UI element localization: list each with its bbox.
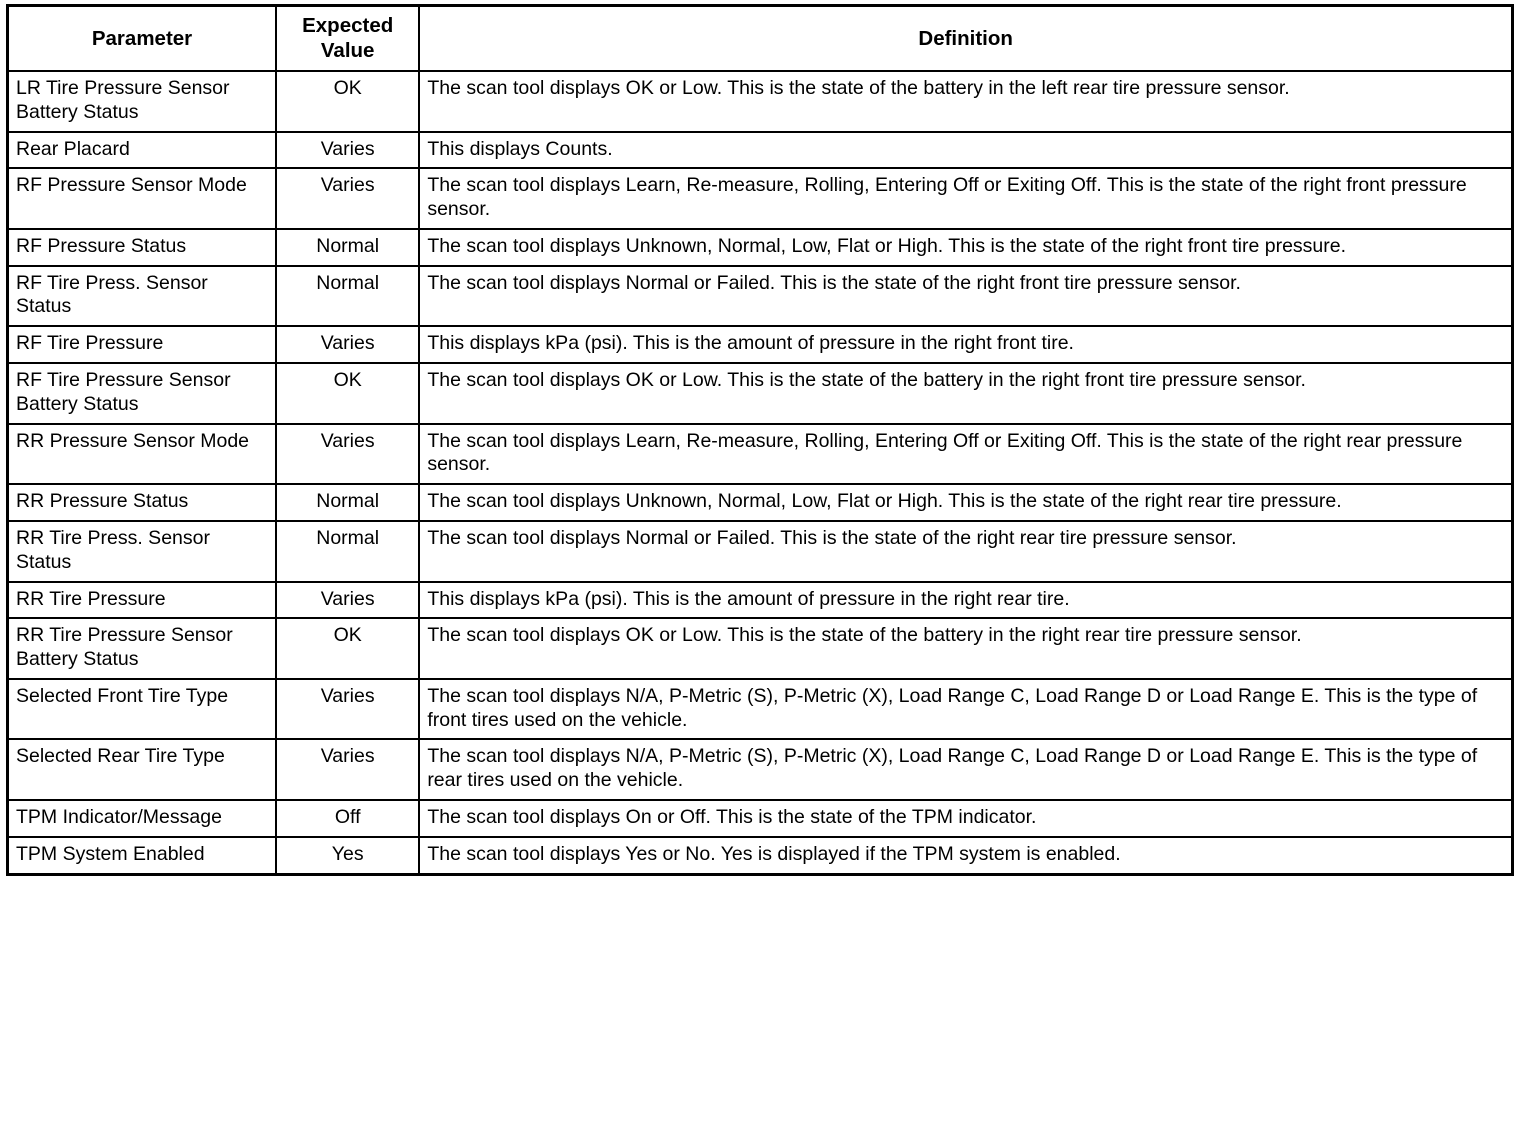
parameter-definition-table xyxy=(6,4,1514,876)
column-header-expected-value xyxy=(276,6,419,72)
cell-parameter: RR Tire Pressure Sensor Battery Status xyxy=(8,618,277,679)
table-row xyxy=(8,424,1513,485)
cell-definition: The scan tool displays OK or Low. This is the state of the battery in the left rear tire pressure sensor. xyxy=(419,71,1512,132)
cell-expected-value: Varies xyxy=(276,679,419,740)
cell-definition: The scan tool displays N/A, P-Metric (S), P-Metric (X), Load Range C, Load Range D or Load Range E. This is the type of rear tires used on the vehicle. xyxy=(419,739,1512,800)
table-row xyxy=(8,679,1513,740)
column-header-expected-value-line2: Value xyxy=(320,39,375,62)
cell-definition: The scan tool displays Unknown, Normal, Low, Flat or High. This is the state of the right rear tire pressure. xyxy=(419,484,1512,521)
cell-expected-value: Varies xyxy=(276,739,419,800)
cell-definition: This displays Counts. xyxy=(419,132,1512,169)
cell-parameter: TPM Indicator/Message xyxy=(8,800,277,837)
table-body xyxy=(8,71,1513,874)
table-row xyxy=(8,582,1513,619)
cell-expected-value: Varies xyxy=(276,132,419,169)
cell-expected-value: Normal xyxy=(276,521,419,582)
cell-expected-value: Normal xyxy=(276,484,419,521)
cell-expected-value: Yes xyxy=(276,837,419,874)
column-header-parameter: Parameter xyxy=(8,6,277,72)
table-row xyxy=(8,739,1513,800)
table-row xyxy=(8,71,1513,132)
table-row xyxy=(8,618,1513,679)
cell-parameter: RR Pressure Sensor Mode xyxy=(8,424,277,485)
cell-definition: The scan tool displays OK or Low. This is the state of the battery in the right rear tire pressure sensor. xyxy=(419,618,1512,679)
table-row xyxy=(8,266,1513,327)
cell-expected-value: Normal xyxy=(276,229,419,266)
cell-expected-value: Varies xyxy=(276,582,419,619)
table-row xyxy=(8,229,1513,266)
cell-parameter: Selected Rear Tire Type xyxy=(8,739,277,800)
cell-definition: The scan tool displays Normal or Failed. This is the state of the right front tire pressure sensor. xyxy=(419,266,1512,327)
cell-expected-value: Varies xyxy=(276,424,419,485)
table-row xyxy=(8,168,1513,229)
cell-definition: The scan tool displays N/A, P-Metric (S), P-Metric (X), Load Range C, Load Range D or Load Range E. This is the type of front tires used on the vehicle. xyxy=(419,679,1512,740)
cell-parameter: RF Pressure Sensor Mode xyxy=(8,168,277,229)
cell-expected-value: Normal xyxy=(276,266,419,327)
column-header-expected-value-line1: Expected xyxy=(302,14,394,37)
table-row xyxy=(8,521,1513,582)
cell-parameter: Rear Placard xyxy=(8,132,277,169)
cell-definition: The scan tool displays OK or Low. This is the state of the battery in the right front tire pressure sensor. xyxy=(419,363,1512,424)
cell-definition: This displays kPa (psi). This is the amount of pressure in the right rear tire. xyxy=(419,582,1512,619)
cell-parameter: RF Tire Pressure Sensor Battery Status xyxy=(8,363,277,424)
table-header xyxy=(8,6,1513,72)
cell-definition: The scan tool displays Unknown, Normal, Low, Flat or High. This is the state of the right front tire pressure. xyxy=(419,229,1512,266)
cell-definition: The scan tool displays Normal or Failed. This is the state of the right rear tire pressure sensor. xyxy=(419,521,1512,582)
cell-expected-value: OK xyxy=(276,71,419,132)
table-row xyxy=(8,326,1513,363)
cell-expected-value: Varies xyxy=(276,168,419,229)
cell-parameter: TPM System Enabled xyxy=(8,837,277,874)
cell-expected-value: OK xyxy=(276,618,419,679)
cell-parameter: Selected Front Tire Type xyxy=(8,679,277,740)
table-row xyxy=(8,837,1513,874)
table-row xyxy=(8,800,1513,837)
cell-definition: The scan tool displays Yes or No. Yes is displayed if the TPM system is enabled. xyxy=(419,837,1512,874)
cell-expected-value: Varies xyxy=(276,326,419,363)
table-row xyxy=(8,132,1513,169)
table-row xyxy=(8,363,1513,424)
cell-definition: The scan tool displays Learn, Re-measure, Rolling, Entering Off or Exiting Off. This is the state of the right front pressure sensor. xyxy=(419,168,1512,229)
cell-definition: The scan tool displays Learn, Re-measure, Rolling, Entering Off or Exiting Off. This is the state of the right rear pressure sensor. xyxy=(419,424,1512,485)
column-header-definition: Definition xyxy=(419,6,1512,72)
cell-expected-value: Off xyxy=(276,800,419,837)
cell-parameter: RR Tire Press. Sensor Status xyxy=(8,521,277,582)
table-row xyxy=(8,484,1513,521)
cell-parameter: RR Pressure Status xyxy=(8,484,277,521)
cell-parameter: RF Tire Pressure xyxy=(8,326,277,363)
cell-parameter: RF Pressure Status xyxy=(8,229,277,266)
cell-parameter: LR Tire Pressure Sensor Battery Status xyxy=(8,71,277,132)
cell-parameter: RR Tire Pressure xyxy=(8,582,277,619)
cell-definition: This displays kPa (psi). This is the amount of pressure in the right front tire. xyxy=(419,326,1512,363)
cell-parameter: RF Tire Press. Sensor Status xyxy=(8,266,277,327)
cell-definition: The scan tool displays On or Off. This is the state of the TPM indicator. xyxy=(419,800,1512,837)
table-header-row xyxy=(8,6,1513,72)
cell-expected-value: OK xyxy=(276,363,419,424)
